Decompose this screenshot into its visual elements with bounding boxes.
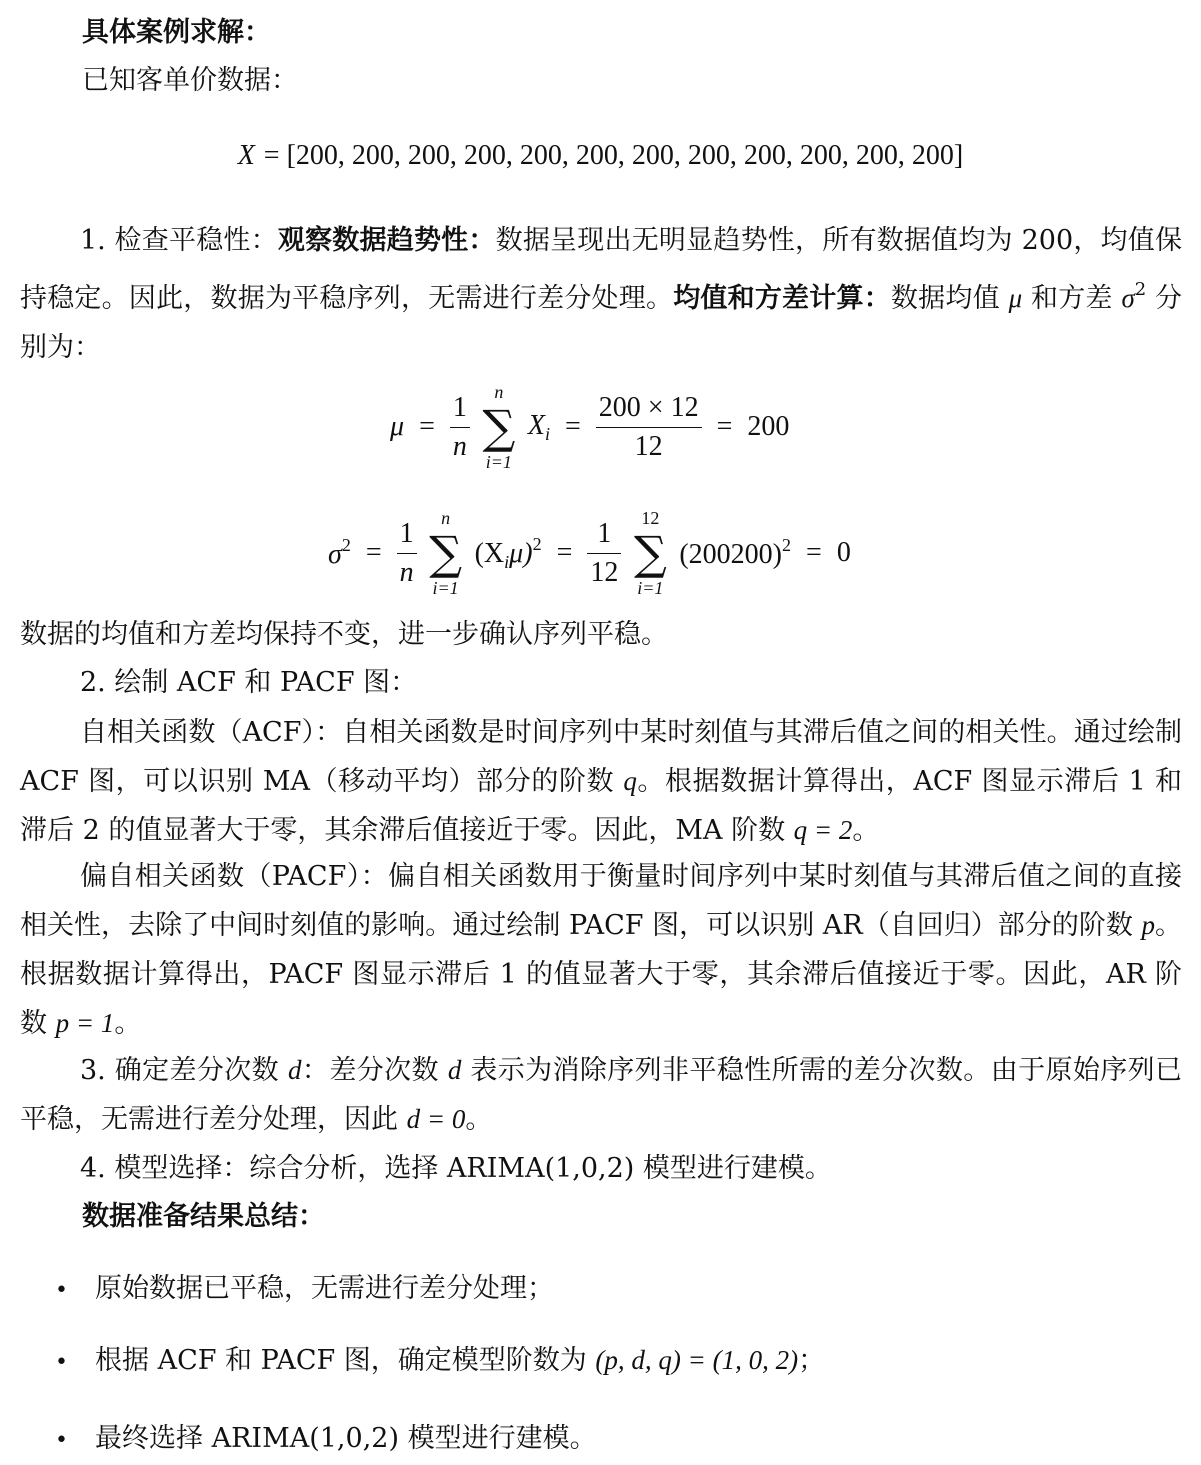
variance-lhs: σ xyxy=(328,539,342,570)
pacf-paragraph: 偏自相关函数（PACF）：偏自相关函数用于衡量时间序列中某时刻值与其滞后值之间的直接相关性，去除了中间时刻值的影响。通过绘制 PACF 图，可以识别 AR（自回归）部分的阶数 p。根据数据计算得出，PACF 图显示滞后 1 的值显著大于零，其余滞后值接近于零。因此，AR 阶数 p = 1。 xyxy=(20,861,1183,1039)
sigma-symbol: σ xyxy=(1121,283,1135,313)
meanvar-text-a: 数据均值 xyxy=(890,283,1000,314)
step2-title: 2. 绘制 ACF 和 PACF 图： xyxy=(80,667,418,698)
mean-fraction-2: $\frac{200 \times 12}{12}$ xyxy=(596,389,702,466)
mu-symbol: μ xyxy=(1008,283,1023,313)
mean-equation: μ = $\frac{1}{n}$ n ∑ i=1 $X_i$ = $\frac{200 \times 12}{12}$ = 200 xyxy=(390,382,790,472)
acf-paragraph: 自相关函数（ACF）：自相关函数是时间序列中某时刻值与其滞后值之间的相关性。通过绘制 ACF 图，可以识别 MA（移动平均）部分的阶数 q。根据数据计算得出，ACF 图显示滞后 1 和滞后 2 的值显著大于零，其余滞后值接近于零。因此，MA 阶数 q = 2。 xyxy=(20,717,1182,846)
step1-paragraph xyxy=(20,216,1182,372)
mean-term: X xyxy=(527,409,545,441)
list-item: • 最终选择 ARIMA(1,0,2) 模型进行建模。 xyxy=(55,1423,597,1454)
variance-term: $(X_i\mu)^2$ xyxy=(474,533,542,572)
variance-fraction-2: $\frac{1}{12}$ xyxy=(587,515,621,592)
meanvar-text-b: 和方差 xyxy=(1030,283,1113,314)
sigma-power: 2 xyxy=(1134,279,1147,300)
list-item: • 根据 ACF 和 PACF 图，确定模型阶数为 (p, d, q) = (1, 0, 2)； xyxy=(55,1345,826,1376)
variance-sum-sign-2: 12 ∑ i=1 xyxy=(633,508,667,598)
mean-fraction: $\frac{1}{n}$ xyxy=(450,389,470,466)
step3-d: d xyxy=(288,1055,302,1085)
variance-equation: $\sigma^2$ = $\frac{1}{n}$ n ∑ i=1 $(X_i\mu)^2$ = $\frac{1}{12}$ 12 ∑ i=1 $(200200)^2 = 0$ xyxy=(328,508,851,598)
case-heading: 具体案例求解： xyxy=(82,17,271,48)
summary-heading: 数据准备结果总结： xyxy=(82,1201,325,1232)
variance-fraction: $\frac{1}{n}$ xyxy=(397,515,417,592)
acf-result: q = 2 xyxy=(793,815,853,845)
mean-lhs: μ xyxy=(390,411,405,442)
data-equation-rhs: [200, 200, 200, 200, 200, 200, 200, 200, 200, 200, 200, 200] xyxy=(286,140,964,171)
confirm-text: 数据的均值和方差均保持不变，进一步确认序列平稳。 xyxy=(20,619,668,650)
meanvar-text-c: 分别为： xyxy=(20,283,1183,363)
list-item: • 原始数据已平稳，无需进行差分处理； xyxy=(55,1273,554,1304)
order-tuple: (p, d, q) = (1, 0, 2) xyxy=(595,1345,799,1375)
acf-q: q xyxy=(623,766,637,796)
variance-sum-sign: n ∑ i=1 xyxy=(429,508,463,598)
meanvar-label: 均值和方差计算： xyxy=(673,283,891,314)
mean-sum-sign: n ∑ i=1 xyxy=(482,382,516,472)
pacf-p: p xyxy=(1141,910,1155,940)
variance-term-2: $(200200)^2$ xyxy=(679,535,792,570)
trend-text: 数据呈现出无明显趋势性，所有数据值均为 200，均值保持稳定。因此，数据为平稳序列，无需进行差分处理。 xyxy=(20,225,1182,314)
step3-result: d = 0 xyxy=(406,1104,466,1134)
trend-label: 观察数据趋势性： xyxy=(277,225,496,256)
step4-text: 4. 模型选择：综合分析，选择 ARIMA(1,0,2) 模型进行建模。 xyxy=(80,1153,832,1184)
pacf-result: p = 1 xyxy=(55,1008,115,1038)
data-equation: X = [200, 200, 200, 200, 200, 200, 200, 200, 200, 200, 200, 200] xyxy=(237,140,964,171)
variance-result: 0 xyxy=(836,537,851,568)
mean-result: 200 xyxy=(747,411,790,442)
known-data-intro: 已知客单价数据： xyxy=(82,65,298,96)
step1-prefix: 1. 检查平稳性： xyxy=(80,225,278,256)
step3-paragraph: 3. 确定差分次数 d：差分次数 d 表示为消除序列非平稳性所需的差分次数。由于原始序列已平稳，无需进行差分处理，因此 d = 0。 xyxy=(20,1055,1183,1135)
data-equation-lhs: X xyxy=(237,140,255,171)
